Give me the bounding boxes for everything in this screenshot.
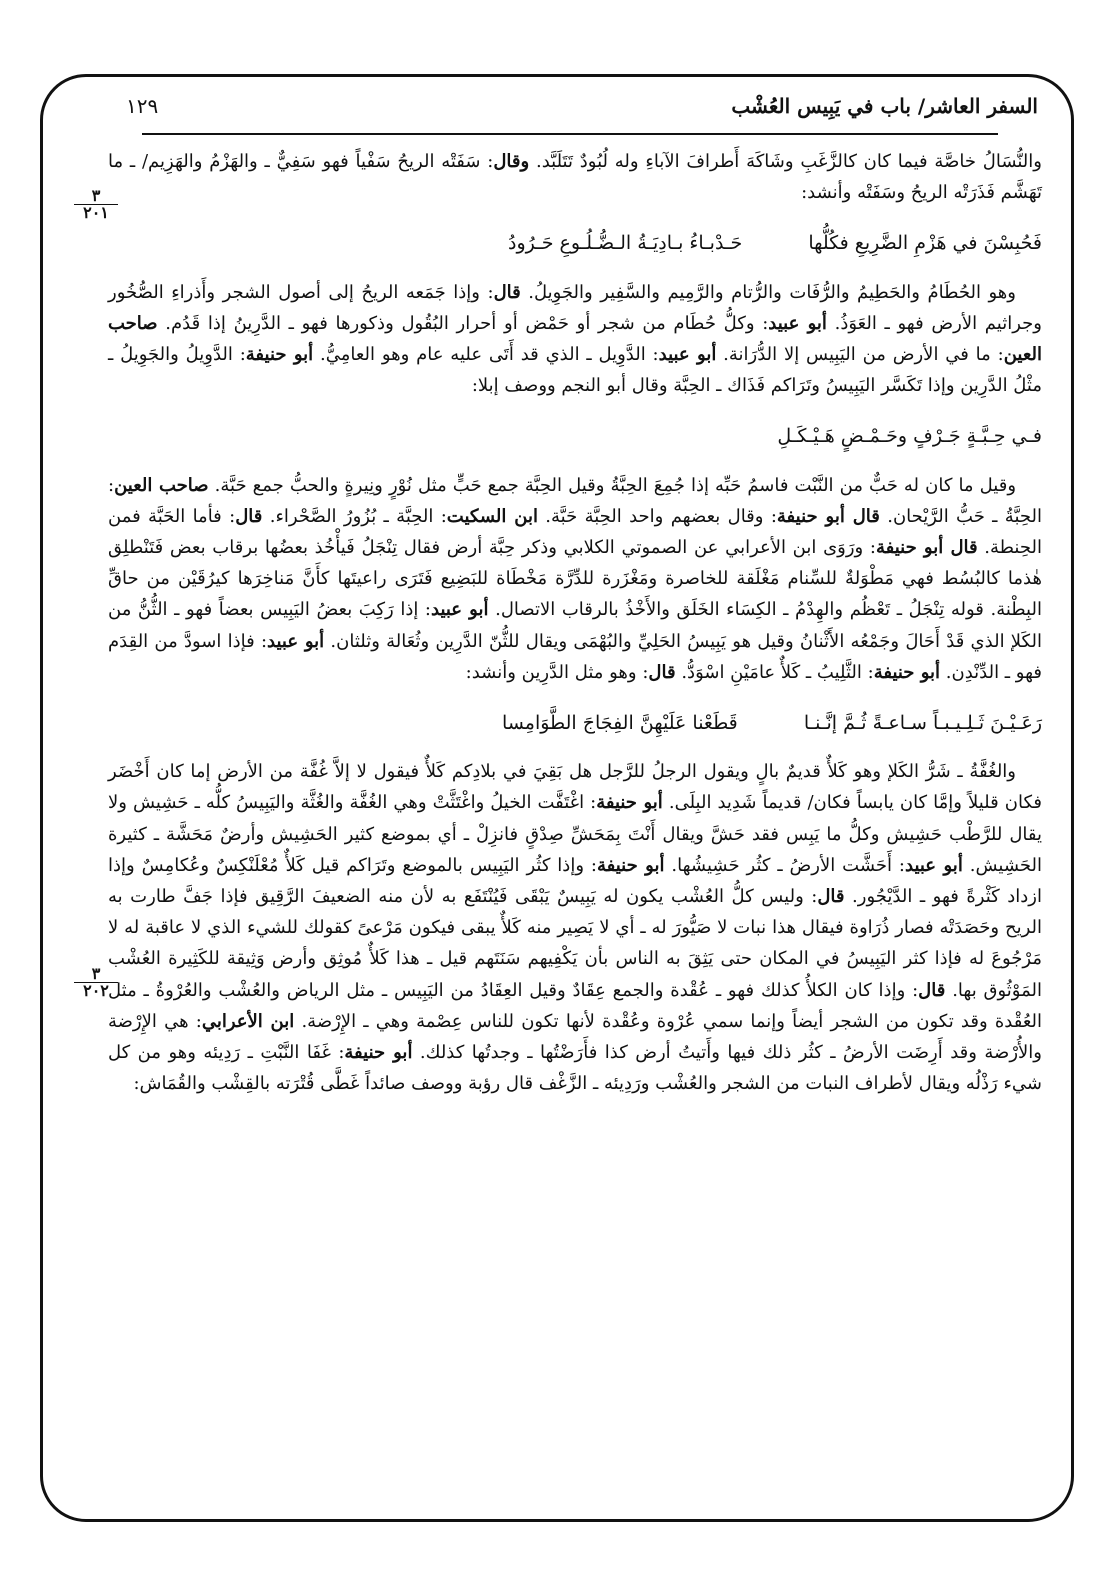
margin-ref-page: ٢٠١ — [83, 203, 109, 222]
running-header-title: السفر العاشر/ باب في يَبِيس العُشْب — [731, 94, 1038, 118]
margin-ref-page: ٢٠٢ — [83, 981, 109, 1000]
verse-1 — [108, 228, 1042, 259]
verse-hemistich-2: حَـدْبـاءُ بـادِيَـةُ الـضُّـلُـوعِ حَـرُودُ — [508, 232, 743, 255]
verse-2: فـي حِـبَّـةٍ جَـرْفٍ وحَـمْـضٍ هَـيْـكَـلِ — [777, 425, 1042, 448]
paragraph-3: وقيل ما كان له حَبٌّ من النَّبْت فاسمُ حَبِّه إذا جُمِعَ الحِبَّةُ وقيل الحِبَّة جمع حَبٍّ مثل نُوْرٍ ونِيرةٍ والحبُّ جمع حَبَّة. صاحب العين: الحِبَّةُ ـ حَبُّ الرَّيْحان. قال أبو حنيفة: وقال بعضهم واحد الحِبَّة حَبَّة. ابن السكيت: الحِبَّة ـ بُزُورُ الصَّحْراء. قال: فأما الحَبَّة فمن الحِنطة. قال أبو حنيفة: ورَوَى ابن الأعرابي عن الصموتي الكلابي وذكر حِبَّة أرض فقال تِنْجَلُ فَيأْخُذ بعضُها برقاب بعض فَتَنْطلِق هٰذما كالبُسُط فهي مَطْوَلةٌ للسِّنام مَغْلَقة للخاصرة ومَغْزَرة للدِّرَّة مَخْطَاة للبَضِيع فَتَرَى راعيتَها كأَنَّ مَناخِرَها كيرُقَيْن من حاقِّ البِطْنة. قوله تِنْجَلُ ـ تَعْظُم والهِدْمُ ـ الكِسَاء الخَلَق والأَخْذُ بالرقاب الاتصال. أبو عبيد: إذا رَكِبَ بعضُ اليَبِيس بعضاً فهو ـ الثُّنُّ من الكَلإ الذي قَدْ أَحَالَ وجَمْعُه الأَثْنانُ وقيل هو يَبِيسُ الحَلِيِّ والبُهْمَى ويقال للثُّنّ الدَّرِين وثُعَالة وثلثان. أبو عبيد: فإذا اسودَّ من القِدَم فهو ـ الدِّنْدِن. أبو حنيفة: الثَّلِيبُ ـ كَلأٌ عامَيْنِ اسْوَدُّ. قال: وهو مثل الدَّرِين وأنشد: — [108, 474, 1042, 683]
verse-hemistich-1: فَحُبِسْنَ في هَزْمِ الضَّرِيعِ فكُلُّها — [808, 232, 1042, 255]
verse-hemistich-2: قَطَعْنا عَلَيْهِنَّ الفِجَاجَ الطَّوَامِسا — [502, 712, 738, 735]
verse-hemistich-1: رَعَـيْـنَ ثَـلِـيـبـاً سـاعـةً ثُـمَّ إنَّـنـا — [803, 712, 1042, 735]
page-number: ١٢٩ — [126, 94, 159, 118]
paragraph-1: والنُّسَالُ خاصَّة فيما كان كالزَّغَبِ وشَاكَهَ أَطرافَ الآباءِ وله لُبُودٌ تَتَلَبَّد. وقال: سَفَتْه الريحُ سَفْياً فهو سَفِيٌّ ـ والهَزْمُ والهَزِيم/ ـ ما تَهَشَّم فَذَرَتْه الريحُ وسَفَتْه وأنشد: — [108, 151, 1042, 204]
verse-3 — [108, 708, 1042, 739]
paragraph-4: والغُفَّةُ ـ شَرُّ الكَلإ وهو كَلأٌ قديمٌ بالٍ ويقول الرجلُ للرَّجل هل بَقِيَ في بلادِكم كَلأٌ فيقول لا إلاَّ غُفَّة من الأرض إما كان أَخْضَر فكان قليلاً وإمَّا كان يابساً فكان/ قديماً شَدِيد البِلَى. أبو حنيفة: اغْتَفَّت الخيلُ واغْتَثَّتْ وهي الغُفَّة والغُثَّة واليَبِيسُ كلُّه ـ حَشِيش ولا يقال للرَّطْب حَشِيش وكلُّ ما يَبِس فقد حَشَّ ويقال أَنْتَ بِمَحَشِّ صِدْقٍ فانزِلْ ـ أي بموضع كثير الحَشِيش وأرضٌ مَحَشَّة ـ كثيرة الحَشِيش. أبو عبيد: أَحَشَّت الأرضُ ـ كثُر حَشِيشُها. أبو حنيفة: وإذا كثُر اليَبِيس بالموضع وتَرَاكم قيل كَلأٌ مُعْلَنْكِسٌ وعُكامِسٌ وإذا ازداد كَثْرةً فهو ـ الدَّيْجُور. قال: وليس كلُّ العُشْب يكون له يَبِيسٌ يَبْقَى فَيُنْتَفَع به لأن منه الضعيفَ الرَّقِيق فإذا جَفَّ طارت به الريح وحَصَدَتْه فصار ذُرَاوة فيقال هذا نبات لا صَيُّورَ له ـ أي لا يَصِير منه كَلأٌ يبقى فيكون مَرْعىً كقولك للشيء الذي لا عاقبة له لا مَرْجُوعَ له فإذا كثر اليَبِيسُ في المكان حتى يَثِقَ به الناس بأن يَكْفِيهم سَنَتَهم قيل ـ هذا كَلأٌ مُوثِق وأرض وَثِيقة للكَثِيرة العُشْب المَوْثُوق بها. قال: وإذا كان الكلأُ كذلك فهو ـ عُقْدة والجمع عِقَادٌ وقيل العِقَادُ من اليَبِيس ـ مثل الرياض والعُشْب والعُرْوةُ ـ مثل العُقْدة وقد تكون من الشجر أيضاً وإنما سمي عُرْوة وعُقْدة لأنها تكون للناس عِصْمة وهي ـ الإِرْضة. ابن الأعرابي: هي الإِرْضة والأُرْضة وقد أَرِضَت الأرضُ ـ كثُر ذلك فيها وأَتيتُ أرض كذا فأَرَضْتُها ـ وجدتُها كذلك. أبو حنيفة: غَفَا النَّبْتِ ـ رَدِيئه وهو من كل شيء رَذْلُه ويقال لأطراف النبات من الشجر والعُشْب ورَدِيئه ـ الزَّغْف قال رؤبة ووصف صائداً غَطَّى قُتْرَته بالقِشْب والقُمَاش: — [108, 761, 1043, 1095]
margin-ref-volume: ٣ — [74, 188, 118, 205]
margin-ref-volume: ٣ — [74, 966, 118, 983]
main-text — [108, 146, 1042, 1099]
header-rule — [142, 133, 998, 135]
paragraph-2: وهو الحُطَامُ والحَطِيمُ والرُّفَات والرُّتام والرَّمِيم والسَّفِير والجَوِيلُ. قال: وإذا جَمَعه الريحُ إلى أصول الشجر وأَذراءِ الصُّخُور وجراثيم الأرض فهو ـ العَوَذُ. أبو عبيد: وكلُّ حُطَام من شجر أو حَمْض أو أحرار البُقُول وذكورها فهو ـ الدَّرِينُ إذا قَدُم. صاحب العين: ما في الأرض من اليَبِيس إلا الدُّرَانة. أبو عبيد: الدَّوِيل ـ الذي قد أَتَى عليه عام وهو العامِيُّ. أبو حنيفة: الدَّوِيلُ والجَوِيلُ ـ مثْلُ الدَّرِين وإذا تَكَسَّر اليَبِيسُ وتَرَاكم فَذَاك ـ الحِبَّة وقال أبو النجم ووصف إبلا: — [108, 281, 1042, 397]
